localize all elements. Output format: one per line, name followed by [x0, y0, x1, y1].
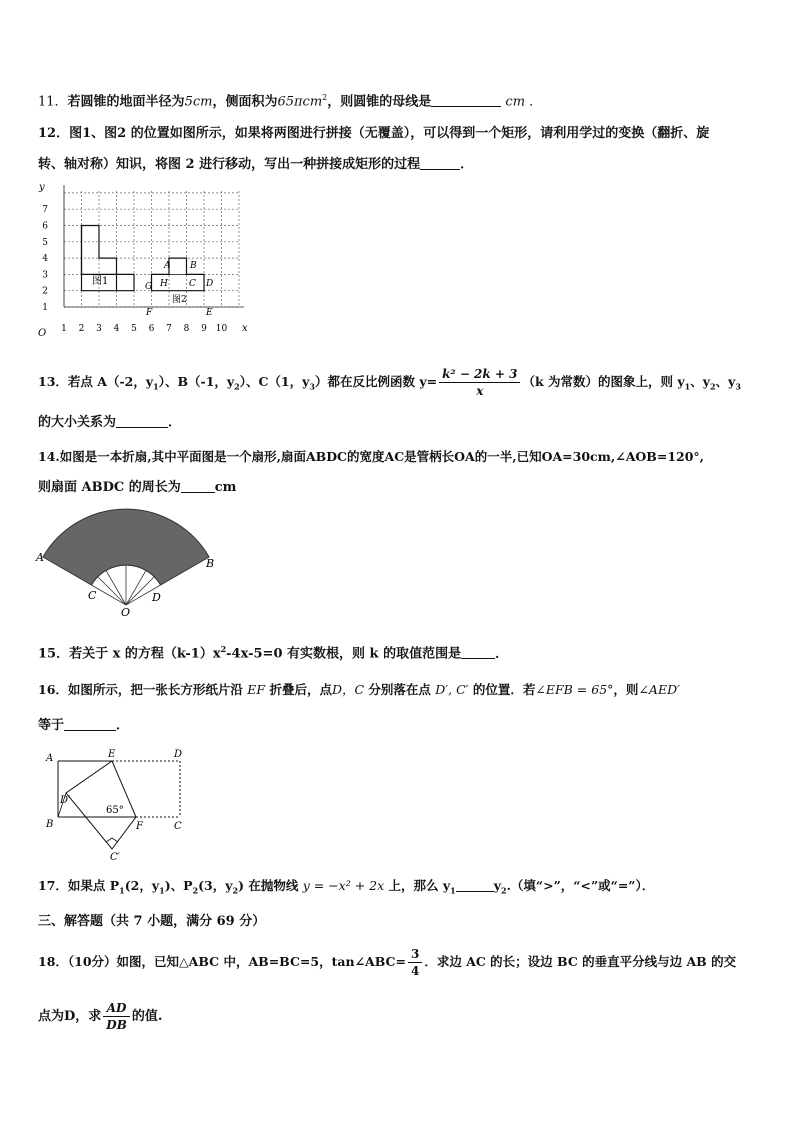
svg-text:6: 6: [42, 221, 48, 232]
question-13-line1: 13．若点 A（-2，$y_1$）、B（-1，$y_2$）、C（1，$y_3$）都在反比例函数 y= $\frac{\text{k² − 2k + 3}}{x}$ （k 为常数）的图象上，则 $y_1$、$y_2$、$y_3$: [38, 367, 741, 398]
question-12-line1: 12．图1、图2 的位置如图所示，如果将两图进行拼接（无覆盖），可以得到一个矩形，请利用学过的变换（翻折、旋: [38, 126, 710, 141]
answer-blank[interactable]: [420, 156, 460, 170]
svg-text:2: 2: [78, 324, 85, 334]
svg-text:C: C: [88, 589, 97, 602]
fold-figure: [40, 745, 190, 865]
question-17: 17．如果点 $P_1(2$，$y_1$)、$P_2(3$，$y_2$) 在抛物线 y = −x² + 2x 上，那么 $y_1$ $y_2$.（填“>”，“<”或“=”）．: [38, 878, 655, 896]
fraction-function: $\frac{\text{k² − 2k + 3}}{x}$: [439, 366, 520, 399]
question-18-line2: 点为D，求 $\frac{AD}{DB}$ 的值.: [38, 1001, 163, 1032]
svg-text:5: 5: [42, 238, 48, 248]
question-15: 15．若关于 x 的方程$(k-1)x^2-4x-5=0$ 有实数根，则 k 的取值范围是 ．: [38, 644, 509, 662]
answer-blank[interactable]: [116, 414, 168, 428]
svg-text:1: 1: [61, 324, 67, 334]
svg-text:E: E: [108, 749, 116, 760]
svg-text:B: B: [206, 557, 215, 570]
svg-text:3: 3: [42, 270, 48, 281]
svg-text:C: C: [189, 279, 196, 289]
answer-blank[interactable]: [461, 645, 495, 659]
svg-text:3: 3: [96, 324, 102, 334]
svg-text:5: 5: [131, 324, 137, 334]
section-heading: 三、解答题（共 7 小题，满分 69 分）: [38, 914, 266, 929]
svg-text:D′: D′: [60, 795, 71, 806]
question-14-line2: 则扇面 ABDC 的周长为 cm: [38, 480, 237, 495]
answer-blank[interactable]: [181, 479, 215, 493]
svg-text:6: 6: [148, 324, 155, 334]
svg-text:图2: 图2: [172, 295, 187, 305]
svg-text:x: x: [242, 323, 248, 334]
svg-text:G: G: [145, 282, 153, 292]
svg-text:H: H: [160, 279, 168, 289]
svg-text:O: O: [38, 328, 47, 339]
grid-figure: [34, 180, 254, 340]
svg-text:4: 4: [42, 254, 48, 264]
answer-blank[interactable]: [431, 93, 501, 107]
svg-text:2: 2: [42, 286, 48, 297]
fan-figure: [34, 505, 224, 620]
svg-text:B: B: [46, 819, 54, 830]
svg-text:7: 7: [42, 205, 48, 215]
question-16-line1: 16．如图所示，把一张长方形纸片沿 EF 折叠后，点D，C 分别落在点 D′, C′ 的位置．若∠EFB = 65°，则∠AED′: [38, 682, 680, 697]
svg-text:D: D: [152, 591, 161, 604]
svg-text:A: A: [46, 753, 54, 764]
svg-text:1: 1: [42, 303, 48, 313]
fraction-tan: $\frac{3}{4}$: [408, 946, 422, 979]
question-18-line1: 18．（10分）如图，已知△ABC 中，AB=BC=5，tan∠ABC= $\frac{3}{4}$ ．求边 AC 的长；设边 BC 的垂直平分线与边 AB 的交: [38, 947, 737, 978]
svg-text:E: E: [206, 308, 213, 318]
svg-text:O: O: [121, 606, 131, 619]
svg-text:7: 7: [166, 324, 172, 334]
svg-text:F: F: [146, 308, 153, 318]
svg-text:65°: 65°: [106, 805, 124, 816]
svg-text:D: D: [174, 749, 183, 760]
svg-text:10: 10: [215, 324, 228, 334]
svg-text:9: 9: [201, 324, 207, 334]
svg-text:C′: C′: [110, 852, 120, 863]
svg-text:A: A: [164, 261, 171, 271]
svg-text:C: C: [174, 821, 182, 832]
svg-text:F: F: [136, 821, 143, 832]
svg-text:图1: 图1: [92, 276, 109, 287]
question-12-line2: 转、轴对称）知识，将图 2 进行移动，写出一种拼接成矩形的过程 ．: [38, 157, 474, 172]
svg-text:B: B: [190, 261, 197, 271]
svg-text:y: y: [39, 182, 45, 193]
fraction-ad-db: $\frac{AD}{DB}$: [103, 1000, 130, 1033]
question-14-line1: 14.如图是一本折扇,其中平面图是一个扇形,扇面ABDC的宽度AC是管柄长OA的一半,已知OA=30cm,∠AOB=120°,: [38, 449, 705, 464]
question-13-line2: 的大小关系为 ．: [38, 415, 182, 430]
answer-blank[interactable]: [64, 717, 116, 731]
svg-text:A: A: [36, 551, 44, 564]
svg-text:D: D: [206, 279, 214, 289]
svg-text:8: 8: [183, 324, 190, 334]
question-11: 11．若圆锥的地面半径为5cm，侧面积为65πcm$^2$，则圆锥的母线是 cm ．: [38, 93, 543, 110]
question-16-line2: 等于 ．: [38, 718, 130, 733]
answer-blank[interactable]: [456, 878, 494, 892]
svg-text:4: 4: [113, 324, 120, 334]
